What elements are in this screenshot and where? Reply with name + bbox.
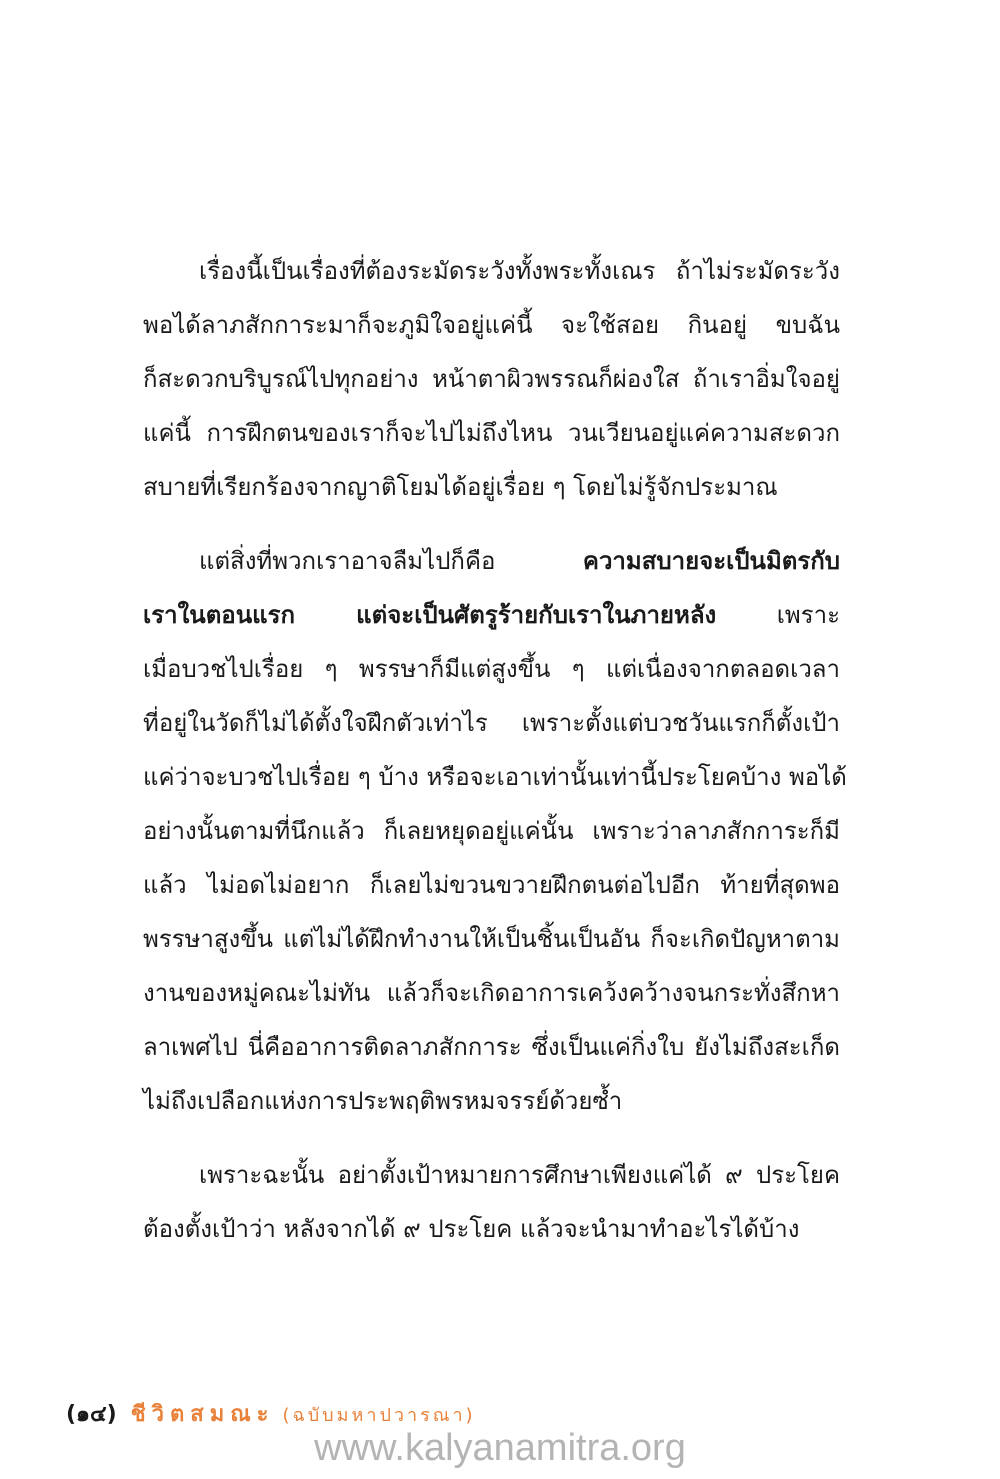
text-segment: เรื่องนี้เป็นเรื่องที่ต้องระมัดระวังทั้งพระทั้งเณร ถ้าไม่ระมัดระวัง	[199, 257, 840, 285]
text-segment: สบายที่เรียกร้องจากญาติโยมได้อยู่เรื่อย ๆ โดยไม่รู้จักประมาณ	[143, 473, 778, 501]
page-number: (๑๔)	[66, 1402, 117, 1427]
text-line	[143, 1020, 840, 1074]
text-segment: เพราะ	[716, 601, 840, 629]
text-segment: แต่สิ่งที่พวกเราอาจลืมไปก็คือ	[199, 547, 583, 575]
text-line	[143, 406, 840, 460]
text-segment: ลาเพศไป นี่คืออาการติดลาภสักการะ ซึ่งเป็นแค่กิ่งใบ ยังไม่ถึงสะเก็ด	[143, 1033, 840, 1061]
text-segment: อย่างนั้นตามที่นึกแล้ว ก็เลยหยุดอยู่แค่นั้น เพราะว่าลาภสักการะก็มี	[143, 817, 840, 845]
paragraph	[143, 1148, 840, 1256]
text-line	[143, 460, 840, 514]
text-line	[143, 804, 840, 858]
bold-text: เราในตอนแรก แต่จะเป็นศัตรูร้ายกับเราในภายหลัง	[143, 601, 717, 629]
text-segment: ต้องตั้งเป้าว่า หลังจากได้ ๙ ประโยค แล้วจะนำมาทำอะไรได้บ้าง	[143, 1215, 800, 1243]
paragraph	[143, 244, 840, 514]
text-segment: ไม่ถึงเปลือกแห่งการประพฤติพรหมจรรย์ด้วยซ้ำ	[143, 1087, 623, 1115]
text-line	[143, 858, 840, 912]
text-line	[143, 1074, 840, 1128]
book-title: ชีวิตสมณะ	[130, 1402, 275, 1427]
body-text	[143, 244, 847, 1256]
edition-label: (ฉบับมหาปวารณา)	[282, 1405, 476, 1426]
text-line	[143, 696, 840, 750]
text-line	[143, 352, 840, 406]
text-segment: พรรษาสูงขึ้น แต่ไม่ได้ฝึกทำงานให้เป็นชิ้นเป็นอัน ก็จะเกิดปัญหาตาม	[143, 925, 840, 953]
text-segment: งานของหมู่คณะไม่ทัน แล้วก็จะเกิดอาการเคว้งคว้างจนกระทั่งสึกหา	[143, 979, 840, 1007]
bold-text: ความสบายจะเป็นมิตรกับ	[582, 547, 840, 575]
text-segment: แค่นี้ การฝึกตนของเราก็จะไปไม่ถึงไหน วนเวียนอยู่แค่ความสะดวก	[143, 419, 840, 447]
paragraph	[143, 534, 847, 1128]
text-line	[143, 534, 840, 588]
text-segment: แล้ว ไม่อดไม่อยาก ก็เลยไม่ขวนขวายฝึกตนต่อไปอีก ท้ายที่สุดพอ	[143, 871, 840, 899]
text-segment: ก็สะดวกบริบูรณ์ไปทุกอย่าง หน้าตาผิวพรรณก็ผ่องใส ถ้าเราอิ่มใจอยู่	[143, 365, 840, 393]
text-segment: เพราะฉะนั้น อย่าตั้งเป้าหมายการศึกษาเพียงแค่ได้ ๙ ประโยค	[199, 1161, 840, 1189]
text-line	[143, 912, 840, 966]
text-segment: พอได้ลาภสักการะมาก็จะภูมิใจอยู่แค่นี้ จะใช้สอย กินอยู่ ขบฉัน	[143, 311, 840, 339]
text-line	[143, 244, 840, 298]
text-line	[143, 588, 840, 642]
text-segment: ที่อยู่ในวัดก็ไม่ได้ตั้งใจฝึกตัวเท่าไร เพราะตั้งแต่บวชวันแรกก็ตั้งเป้า	[143, 709, 840, 737]
text-line	[143, 966, 840, 1020]
text-line	[143, 1148, 840, 1202]
text-segment: เมื่อบวชไปเรื่อย ๆ พรรษาก็มีแต่สูงขึ้น ๆ แต่เนื่องจากตลอดเวลา	[143, 655, 840, 683]
text-line	[143, 1202, 840, 1256]
text-line	[143, 750, 847, 804]
text-segment: แค่ว่าจะบวชไปเรื่อย ๆ บ้าง หรือจะเอาเท่านั้นเท่านี้ประโยคบ้าง พอได้	[143, 763, 847, 791]
text-line	[143, 642, 840, 696]
text-line	[143, 298, 840, 352]
watermark: www.kalyanamitra.org	[314, 1427, 686, 1469]
